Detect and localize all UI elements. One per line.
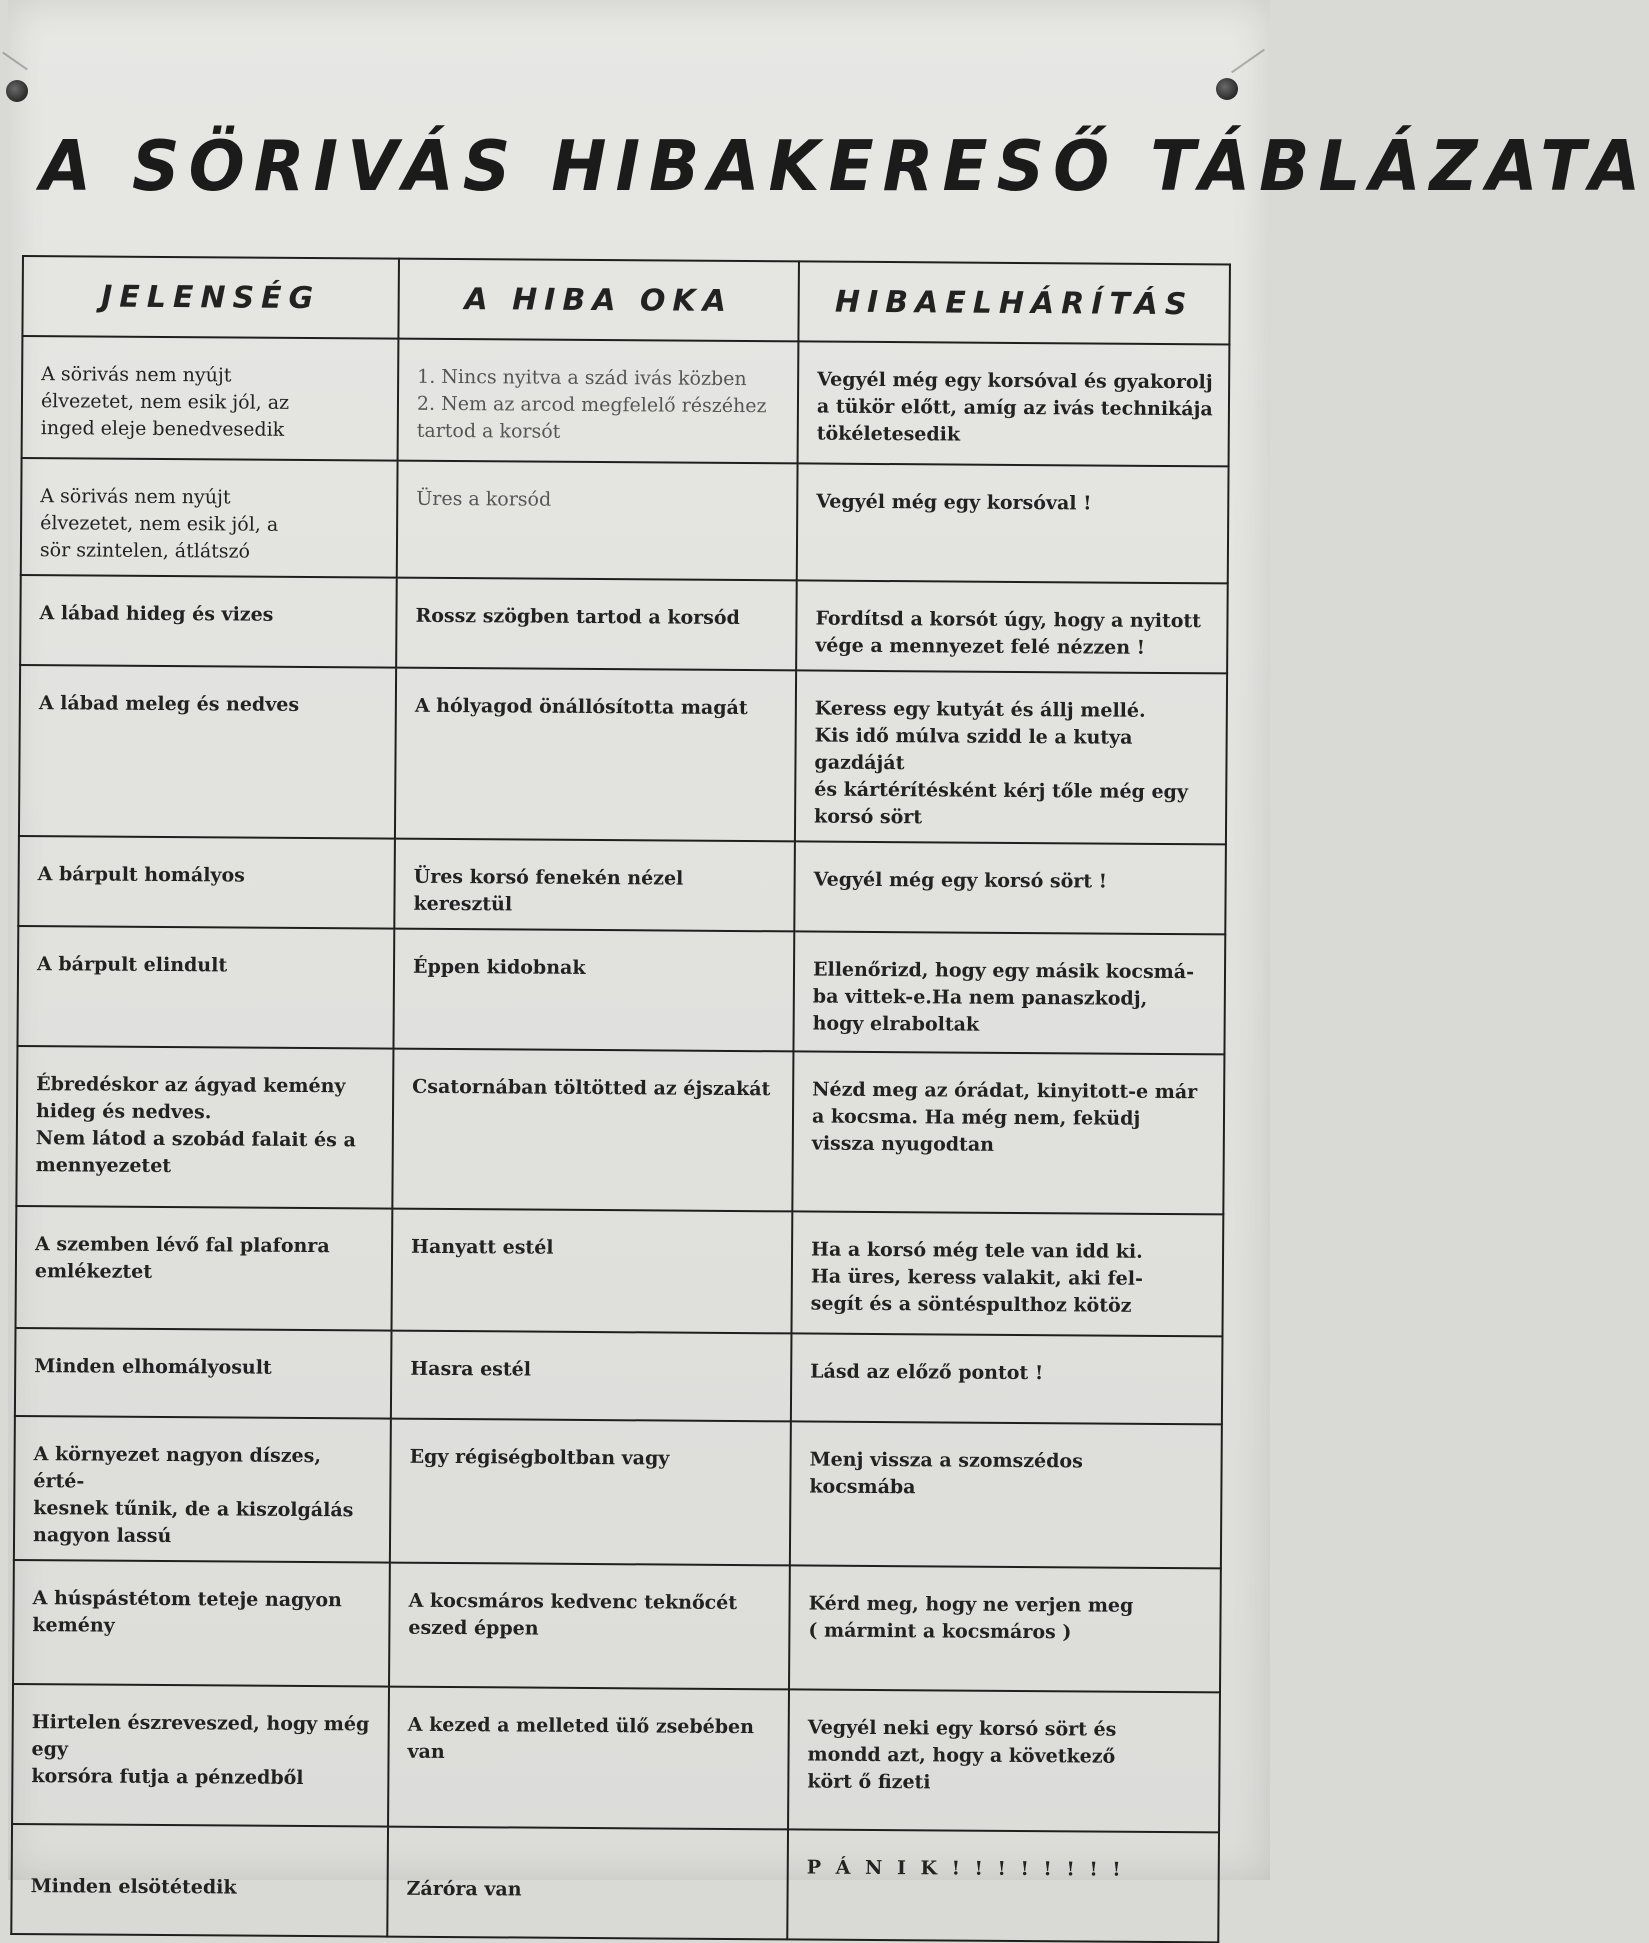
cell-hibaelharitas: Keress egy kutyát és állj mellé. Kis idő múlva szidd le a kutya gazdáját és kártérítésként kérj tőle még egy korsó sört [795,670,1227,844]
column-header-jelenseg: JELENSÉG [22,256,399,339]
cell-hibaelharitas: Vegyél neki egy korsó sört és mondd azt, hogy a következő kört ő fizeti [788,1689,1220,1832]
cell-hibaelharitas: Vegyél még egy korsóval és gyakorolj a tükör előtt, amíg az ivás technikája tökéletesedik [798,341,1230,466]
cell-hiba-oka: Csatornában töltötted az éjszakát [392,1049,793,1212]
column-header-hibaelharitas: HIBAELHÁRÍTÁS [798,261,1230,344]
column-header-hiba-oka: A HIBA OKA [398,259,799,342]
cell-jelenseg: Minden elhomályosult [15,1328,392,1419]
cell-jelenseg: A lábad meleg és nedves [19,665,396,839]
table-row [22,336,1230,466]
table-row [13,1560,1221,1692]
cell-hibaelharitas: Ha a korsó még tele van idd ki. Ha üres, keress valakit, aki fel- segít és a söntéspulthoz kötöz [791,1211,1223,1336]
cell-hiba-oka: Hanyatt estél [391,1209,792,1334]
pin-right-icon [1216,78,1238,100]
cell-hiba-oka: Üres korsó fenekén nézel keresztül [394,839,795,932]
table-row [20,575,1228,673]
cell-hibaelharitas: Vegyél még egy korsóval ! [797,463,1229,583]
table-row [11,1824,1219,1942]
cell-hibaelharitas: Fordítsd a korsót úgy, hogy a nyitott vége a mennyezet felé nézzen ! [796,580,1228,673]
cell-jelenseg: Minden elsötétedik [11,1824,388,1937]
cell-hiba-oka: Éppen kidobnak [393,929,794,1052]
cell-jelenseg: A bárpult elindult [17,926,394,1049]
cell-hibaelharitas: P Á N I K ! ! ! ! ! ! ! ! [787,1829,1219,1942]
cell-hiba-oka: Hasra estél [391,1331,792,1422]
poster-title: A SÖRIVÁS HIBAKERESŐ TÁBLÁZATA [40,126,1649,207]
cell-hibaelharitas: Lásd az előző pontot ! [791,1333,1223,1424]
cell-hiba-oka: A kezed a melleted ülő zsebében van [388,1687,789,1830]
cell-hiba-oka: A hólyagod önállósította magát [395,668,796,842]
cell-hiba-oka: 1. Nincs nyitva a szád ivás közben 2. Nem az arcod megfelelő részéhez tartod a korsót [398,339,799,464]
cell-hibaelharitas: Nézd meg az órádat, kinyitott-e már a kocsma. Ha még nem, feküdj vissza nyugodtan [792,1051,1224,1214]
troubleshooting-table [10,255,1231,1943]
pin-left-icon [6,80,28,102]
table-row [16,1206,1224,1336]
cell-jelenseg: A sörivás nem nyújt élvezetet, nem esik jól, az inged eleje benedvesedik [22,336,399,461]
cell-jelenseg: A szemben lévő fal plafonra emlékeztet [16,1206,393,1331]
cell-jelenseg: Ébredéskor az ágyad kemény hideg és nedves. Nem látod a szobád falait és a mennyezetet [16,1046,393,1209]
table-row [18,836,1226,934]
cell-hibaelharitas: Ellenőrizd, hogy egy másik kocsmá- ba vittek-e.Ha nem panaszkodj, hogy elraboltak [793,931,1225,1054]
cell-jelenseg: Hirtelen észreveszed, hogy még egy korsóra futja a pénzedből [12,1684,389,1827]
table-row [19,665,1227,844]
cell-jelenseg: A húspástétom teteje nagyon kemény [13,1560,390,1687]
cell-jelenseg: A sörivás nem nyújt élvezetet, nem esik jól, a sör szintelen, átlátszó [21,458,398,578]
cell-hibaelharitas: Menj vissza a szomszédos kocsmába [790,1421,1222,1568]
table-row [17,926,1225,1054]
header-row [22,256,1230,344]
table-row [15,1328,1223,1424]
cell-jelenseg: A lábad hideg és vizes [20,575,397,668]
table-row [14,1416,1222,1568]
table-row [12,1684,1220,1832]
cell-hiba-oka: A kocsmáros kedvenc teknőcét eszed éppen [389,1563,790,1690]
cell-hiba-oka: Záróra van [387,1827,788,1940]
cell-hiba-oka: Üres a korsód [397,461,798,581]
cell-hiba-oka: Rossz szögben tartod a korsód [396,578,797,671]
cell-hibaelharitas: Vegyél még egy korsó sört ! [794,841,1226,934]
table-row [21,458,1229,583]
cell-hibaelharitas: Kérd meg, hogy ne verjen meg ( mármint a kocsmáros ) [789,1565,1221,1692]
cell-hiba-oka: Egy régiségboltban vagy [390,1419,791,1566]
cell-jelenseg: A környezet nagyon díszes, érté- kesnek tűnik, de a kiszolgálás nagyon lassú [14,1416,391,1563]
table-row [16,1046,1224,1214]
cell-jelenseg: A bárpult homályos [18,836,395,929]
